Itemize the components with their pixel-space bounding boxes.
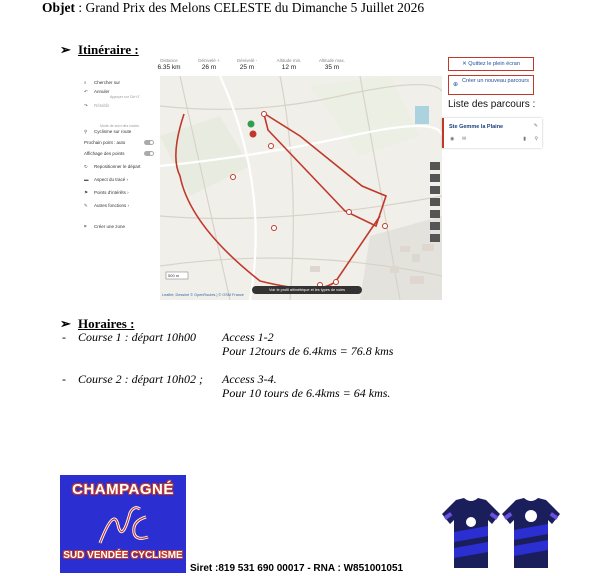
new-route-button[interactable]: ⊕ Créer un nouveau parcours	[448, 75, 534, 95]
course1-start: Course 1 : départ 10h00	[78, 330, 196, 344]
route-stats-bar	[80, 58, 442, 76]
course1-detail: Pour 12tours de 6.4kms = 76.8 kms	[222, 344, 394, 358]
stat-elevation-loss: Dénivelé - 25 m	[236, 58, 258, 71]
mail-icon[interactable]: ✉	[462, 136, 467, 142]
map-canvas[interactable]	[160, 76, 442, 300]
reposition-start-button[interactable]: ↻ Repositionner le départ	[84, 164, 141, 169]
other-functions-button[interactable]: ✎ Autres fonctions ›	[84, 203, 130, 208]
redo-button[interactable]: ↷ Rétablir	[84, 103, 110, 108]
mode-select[interactable]: ⚲ Cyclisme sur route	[84, 129, 132, 134]
route-name: Ste Gemme la Plaine	[449, 124, 504, 130]
next-point-label: Prochain point : auto	[84, 140, 126, 145]
undo-icon: ↶	[84, 89, 88, 94]
route-card[interactable]	[442, 118, 542, 148]
next-point-toggle[interactable]	[144, 140, 154, 145]
map-svg	[160, 76, 442, 300]
stat-distance: Distance 6.35 km	[157, 58, 181, 71]
search-icon: ⌕	[84, 80, 87, 85]
create-zone-button[interactable]: ⌗ Créer une zone	[84, 224, 126, 229]
course1-access: Access 1-2	[222, 330, 274, 344]
pin-icon: ⚑	[84, 190, 89, 195]
course2-start: Course 2 : départ 10h02 ;	[78, 372, 203, 386]
undo-hint: Appuyer sur Ctrl+Z	[110, 95, 140, 99]
stat-altitude-min: Altitude min. 12 m	[276, 58, 302, 71]
route-map-widget	[80, 58, 442, 300]
course2-access: Access 3-4.	[222, 372, 277, 386]
club-logo	[60, 475, 186, 573]
view-icon[interactable]: ◉	[450, 136, 455, 142]
itineraire-title: Itinéraire :	[78, 42, 139, 57]
course2-detail: Pour 10 tours de 6.4kms = 64 kms.	[222, 386, 391, 400]
route-list-title: Liste des parcours :	[448, 99, 536, 110]
mode-label: Mode de suivi des routes	[100, 124, 139, 128]
search-row[interactable]: ⌕ Chercher sur	[84, 80, 121, 85]
palette-icon: ▬	[84, 177, 89, 182]
close-icon: ✕	[462, 61, 467, 67]
course1-line: - Course 1 : départ 10h00	[62, 330, 196, 344]
map-controls	[430, 162, 440, 242]
edit-icon[interactable]: ✎	[533, 123, 538, 129]
stat-elevation-gain: Dénivelé + 26 m	[198, 58, 220, 71]
itineraire-heading	[60, 42, 139, 58]
start-marker-icon	[248, 121, 255, 128]
wrench-icon: ✎	[84, 203, 88, 208]
bullet-arrow-icon: ➢	[60, 42, 71, 57]
bike-icon[interactable]: ⚲	[534, 136, 538, 142]
undo-button[interactable]: ↶ Annuler	[84, 89, 110, 94]
logo-text-top: CHAMPAGNÉ	[72, 481, 174, 498]
course2-line: - Course 2 : départ 10h02 ;	[62, 372, 203, 386]
logo-monogram-icon	[96, 503, 152, 547]
show-points-label: Affichage des points	[84, 151, 125, 156]
subject-label: Objet	[42, 0, 75, 15]
subject-text: : Grand Prix des Melons CELESTE du Dimanche 5 Juillet 2026	[75, 0, 425, 15]
zone-icon: ⌗	[84, 224, 87, 229]
horaires-title: Horaires :	[78, 316, 135, 331]
map-scale: 500 m	[168, 273, 180, 278]
map-attribution[interactable]: Leaflet, Dessiné © OpenRoutes | © OSM France	[162, 293, 244, 297]
exit-fullscreen-button[interactable]: ✕ Quittez le plein écran	[448, 57, 534, 71]
show-points-toggle[interactable]	[144, 151, 154, 156]
finish-marker-icon	[250, 131, 257, 138]
track-aspect-button[interactable]: ▬ Aspect du tracé ›	[84, 177, 129, 182]
refresh-icon: ↻	[84, 164, 88, 169]
points-of-interest-button[interactable]: ⚑ Points d'intérêts ›	[84, 190, 129, 195]
redo-icon: ↷	[84, 103, 88, 108]
bullet-arrow-icon: ➢	[60, 316, 71, 331]
jersey-front-image	[440, 496, 502, 570]
jersey-back-image	[500, 496, 562, 570]
add-circle-icon: ⊕	[453, 82, 459, 88]
profile-button[interactable]: Voir le profil altimétrique et les types de voies	[252, 286, 362, 294]
map-side-panel	[80, 78, 160, 300]
logo-text-bottom: SUD VENDÉE CYCLISME	[63, 550, 183, 561]
document-subject	[42, 0, 424, 16]
bike-icon: ⚲	[84, 129, 88, 134]
stat-altitude-max: Altitude max. 35 m	[318, 58, 345, 71]
delete-icon[interactable]: ▮	[523, 136, 526, 142]
siret-rna: Siret :819 531 690 00017 - RNA : W851001051	[190, 563, 404, 574]
